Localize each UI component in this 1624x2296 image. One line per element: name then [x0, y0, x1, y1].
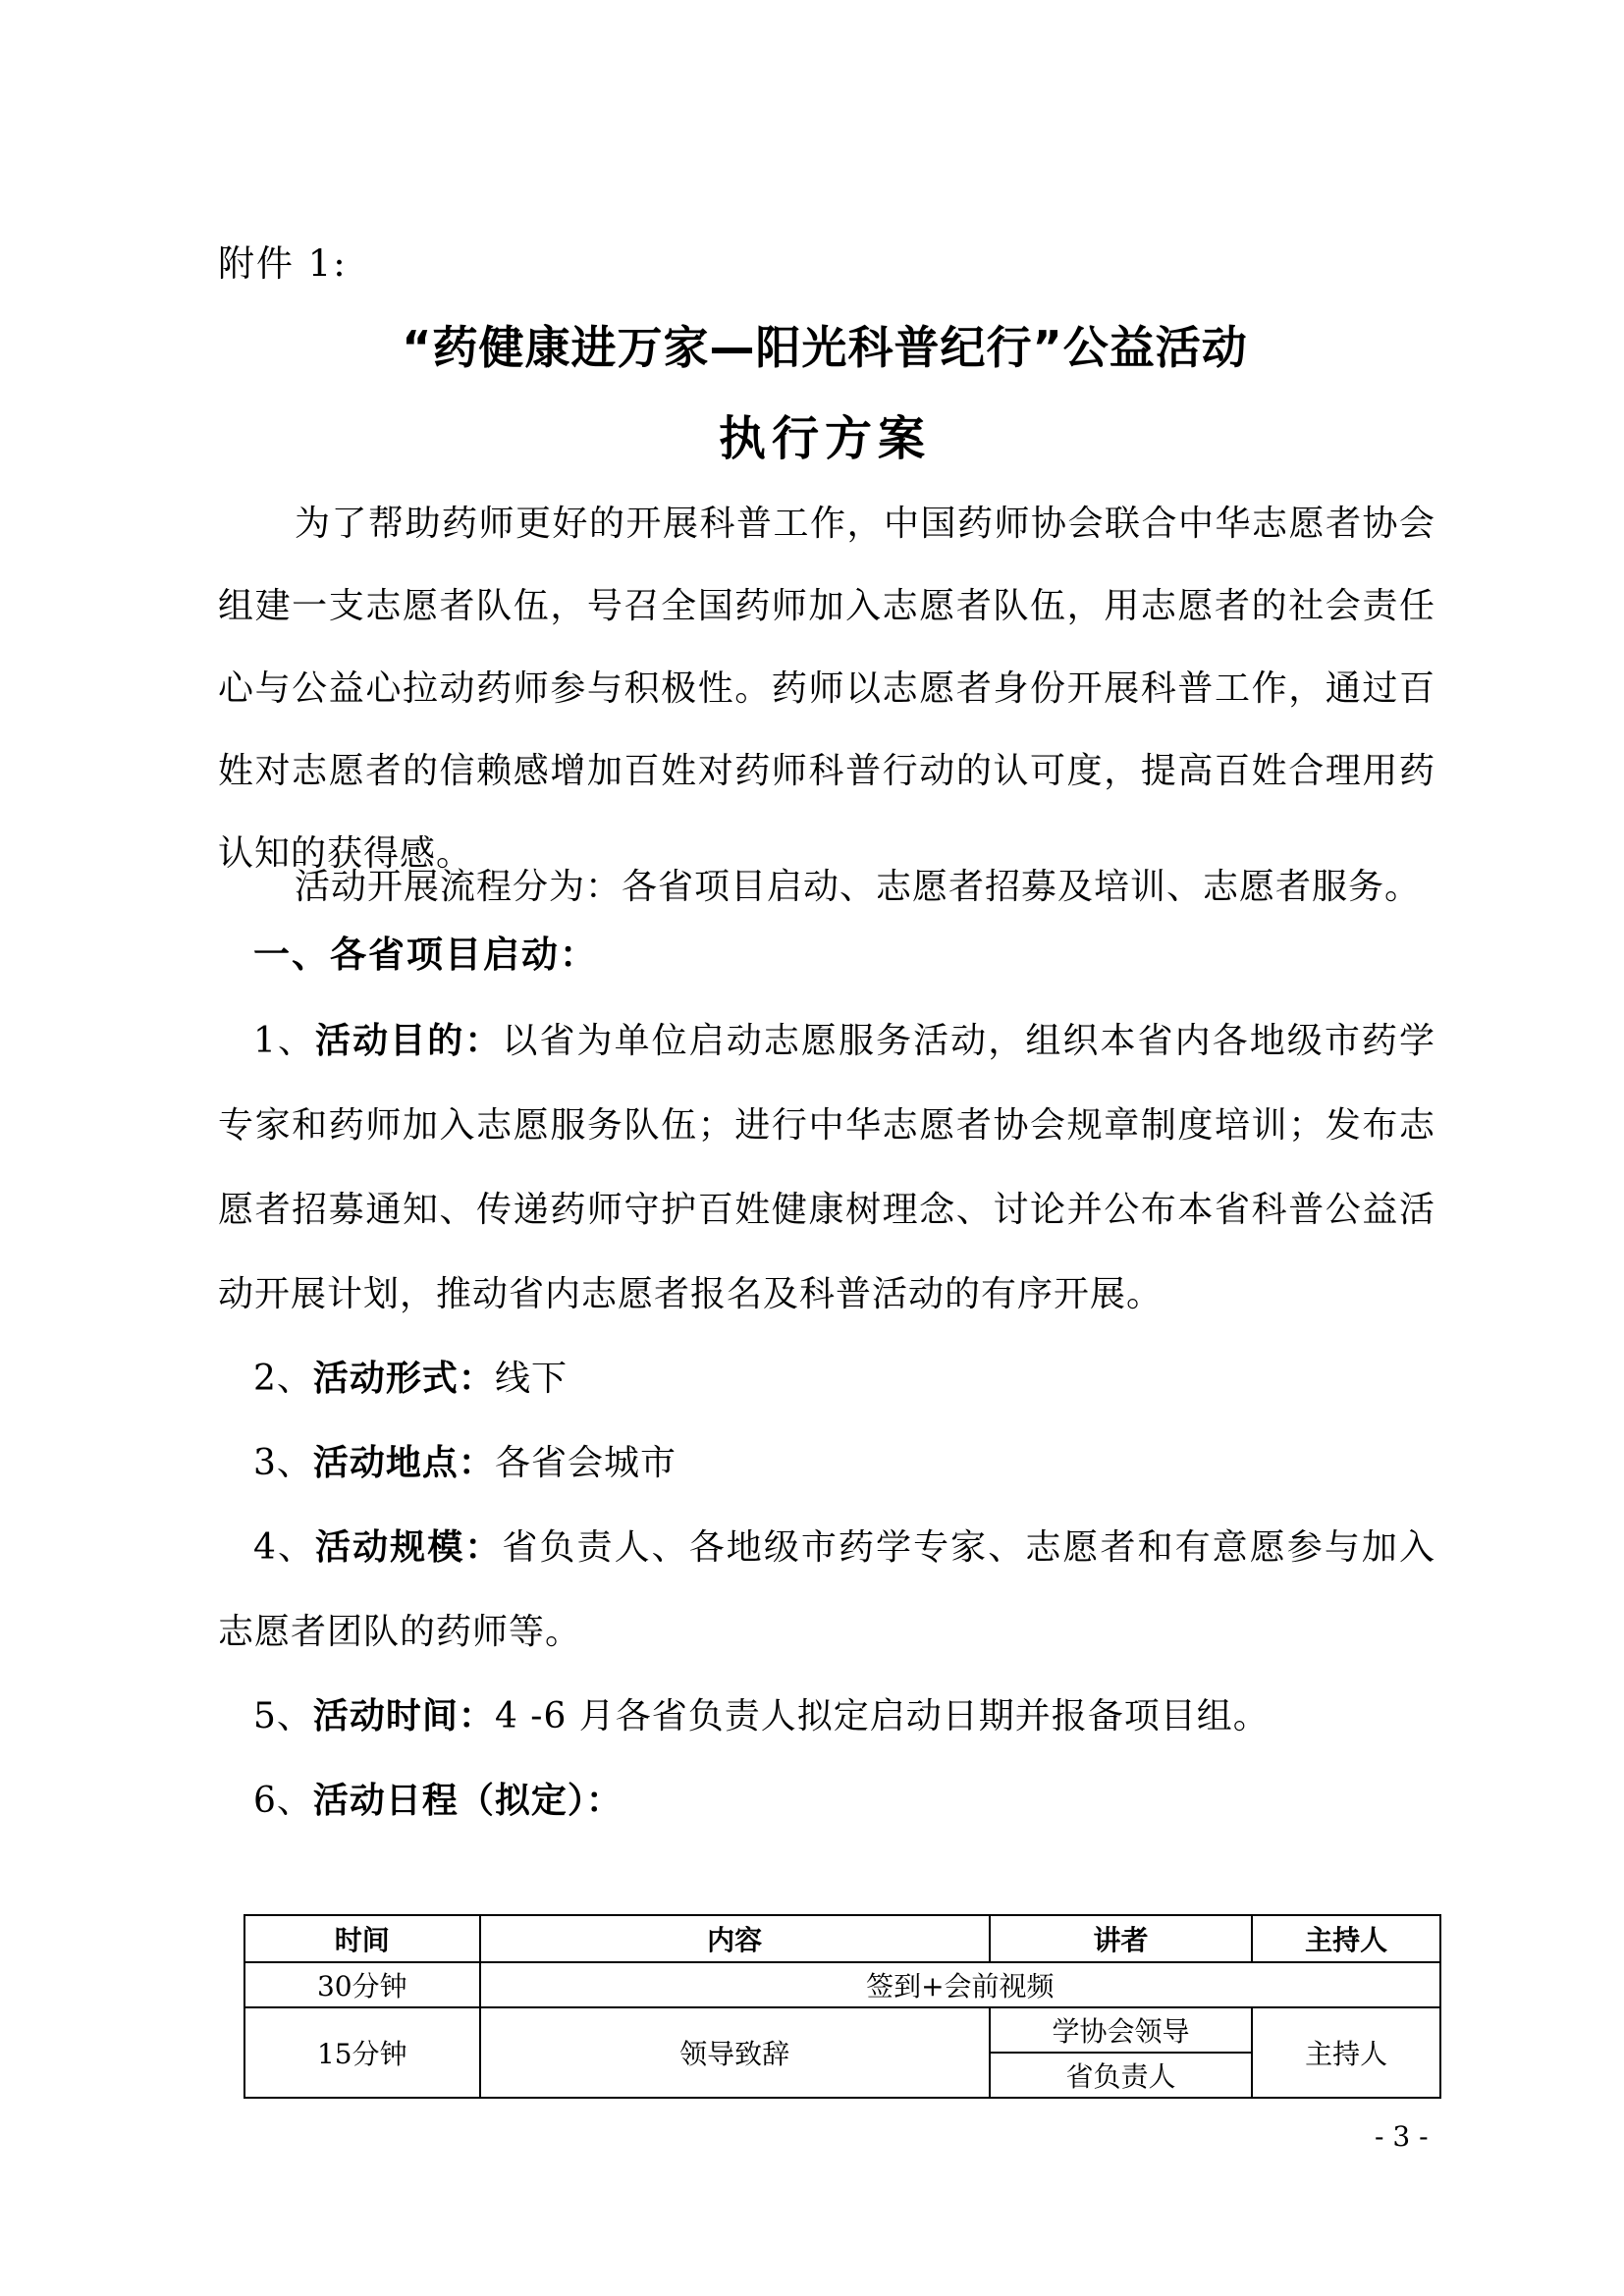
item-separator: ： — [464, 1021, 503, 1061]
item-text: 线下 — [494, 1359, 568, 1399]
table-row — [244, 2007, 1440, 2053]
header-content: 内容 — [480, 1915, 990, 1962]
item-label: 活动日程（拟定） — [312, 1781, 586, 1821]
item-label: 活动时间 — [312, 1696, 459, 1736]
item-purpose — [218, 999, 1435, 1337]
header-host: 主持人 — [1252, 1915, 1440, 1962]
cell-time: 30分钟 — [244, 1962, 480, 2007]
document-title: “药健康进万家—阳光科普纪行”公益活动 — [402, 321, 1248, 374]
cell-content: 领导致辞 — [480, 2007, 990, 2098]
intro-paragraph: 为了帮助药师更好的开展科普工作，中国药师协会联合中华志愿者协会组建一支志愿者队伍，号召全国药师加入志愿者队伍，用志愿者的社会责任心与公益心拉动药师参与积极性。药师以志愿者身份开展科普工作，通过百姓对志愿者的信赖感增加百姓对药师科普行动的认可度，提高百姓合理用药认知的获得感。 — [218, 504, 1435, 874]
item-text: 以省为单位启动志愿服务活动，组织本省内各地级市药学专家和药师加入志愿服务队伍；进行中华志愿者协会规章制度培训；发布志愿者招募通知、传递药师守护百姓健康树理念、讨论并公布本省科普公益活动开展计划，推动省内志愿者报名及科普活动的有序开展。 — [218, 1021, 1435, 1314]
header-speaker: 讲者 — [990, 1915, 1253, 1962]
item-number: 2、 — [253, 1359, 313, 1399]
cell-content: 签到+会前视频 — [480, 1962, 1440, 2007]
table-header-row — [244, 1915, 1440, 1962]
item-number: 6、 — [253, 1781, 313, 1821]
item-number: 3、 — [253, 1443, 313, 1483]
item-label: 活动地点 — [312, 1443, 459, 1483]
item-scale — [218, 1506, 1435, 1675]
cell-speaker: 学协会领导 — [990, 2007, 1253, 2053]
item-number: 1、 — [253, 1021, 316, 1061]
table-row — [244, 1962, 1440, 2007]
item-number: 4、 — [253, 1527, 316, 1568]
item-label: 活动形式 — [312, 1359, 459, 1399]
item-separator: ： — [458, 1443, 495, 1483]
item-time — [218, 1675, 1435, 1759]
item-number: 5、 — [253, 1696, 313, 1736]
item-separator: ： — [458, 1359, 495, 1399]
item-text: 省负责人、各地级市药学专家、志愿者和有意愿参与加入志愿者团队的药师等。 — [218, 1527, 1435, 1652]
activity-items — [218, 999, 1435, 1843]
cell-time: 15分钟 — [244, 2007, 480, 2098]
item-text: 各省会城市 — [494, 1443, 677, 1483]
item-separator: ： — [585, 1781, 623, 1821]
item-schedule — [218, 1759, 1435, 1843]
attachment-label: 附件 1: — [218, 242, 348, 285]
item-location — [218, 1421, 1435, 1506]
item-label: 活动规模 — [315, 1527, 465, 1568]
schedule-table — [244, 1914, 1441, 2099]
item-separator: ： — [458, 1696, 495, 1736]
header-time: 时间 — [244, 1915, 480, 1962]
item-separator: ： — [464, 1527, 503, 1568]
document-subtitle: 执行方案 — [718, 411, 931, 466]
page-number: - 3 - — [1375, 2120, 1429, 2153]
cell-host: 主持人 — [1252, 2007, 1440, 2098]
item-text: 4 -6 月各省负责人拟定启动日期并报备项目组。 — [494, 1696, 1270, 1736]
item-format — [218, 1337, 1435, 1421]
section-heading: 一、各省项目启动： — [253, 934, 598, 976]
process-paragraph: 活动开展流程分为：各省项目启动、志愿者招募及培训、志愿者服务。 — [295, 867, 1422, 907]
cell-speaker: 省负责人 — [990, 2053, 1253, 2098]
item-label: 活动目的 — [315, 1021, 465, 1061]
